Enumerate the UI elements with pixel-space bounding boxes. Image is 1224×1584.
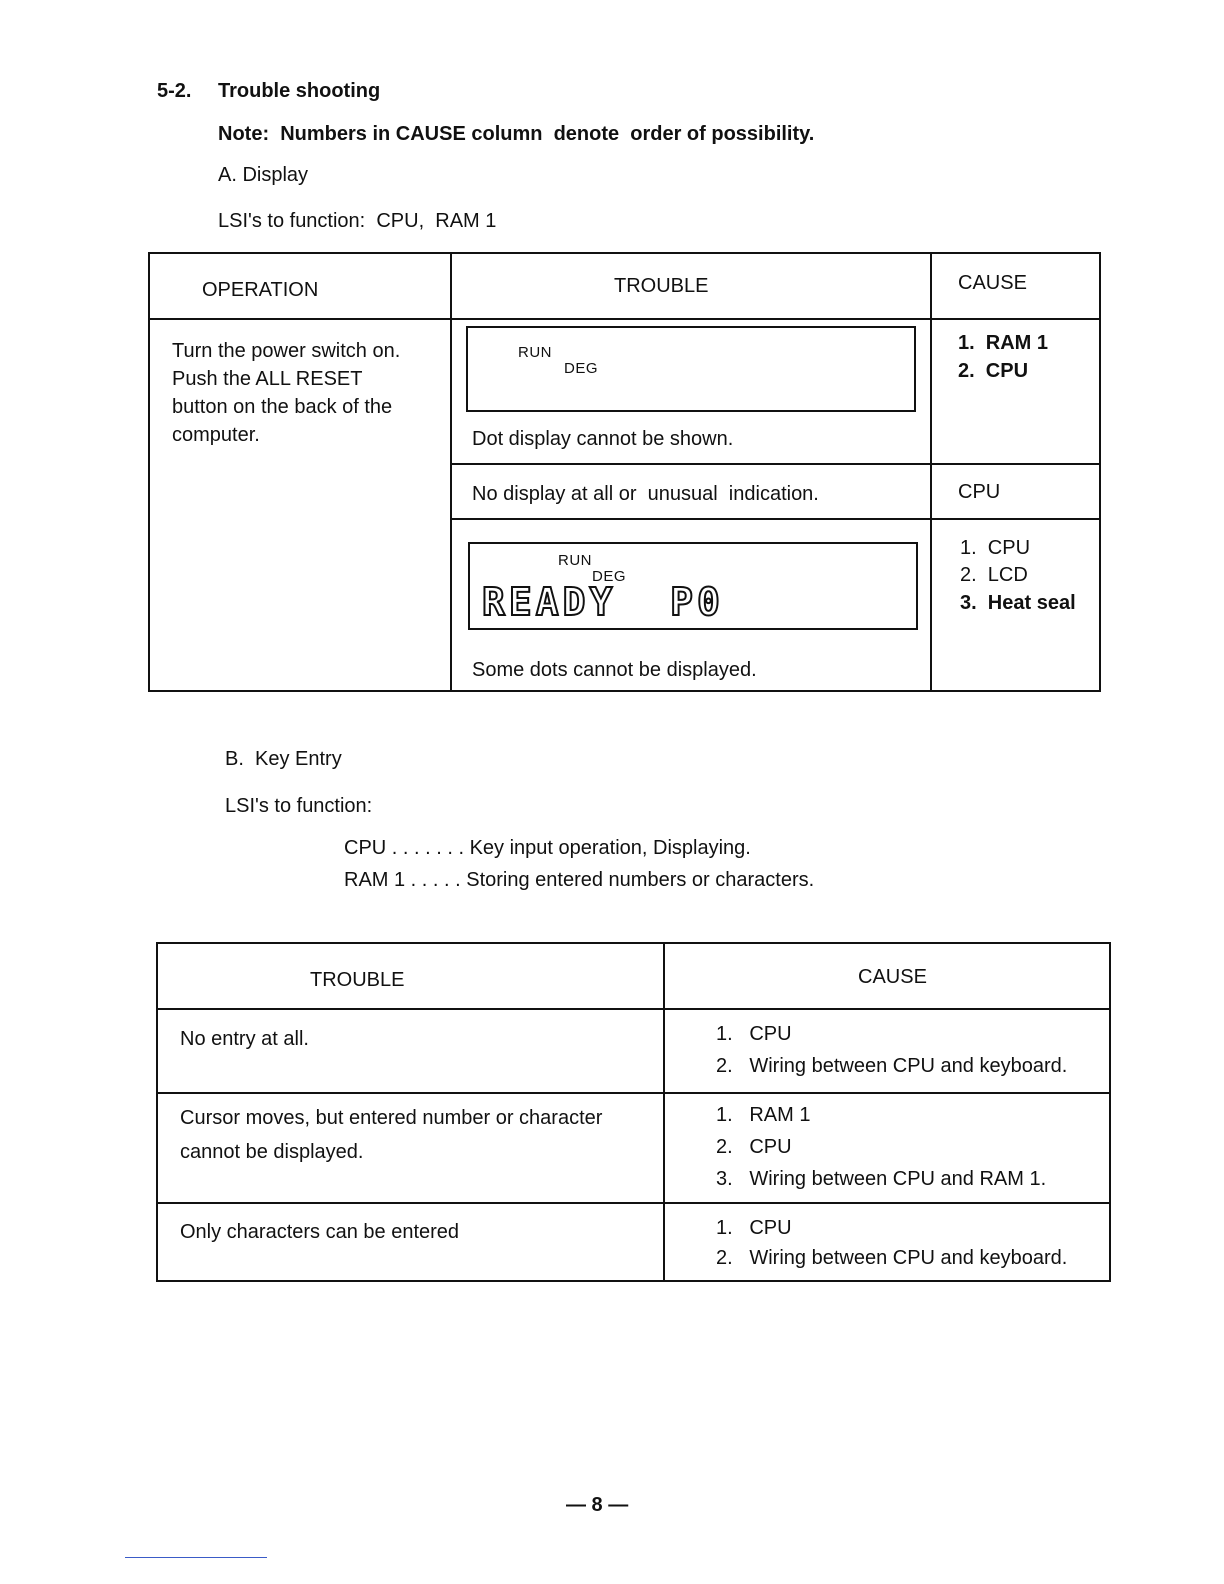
trouble-text: Cursor moves, but entered number or character <box>180 1107 603 1129</box>
cause-item: 2. CPU <box>716 1136 792 1158</box>
footer-rule <box>125 1557 267 1558</box>
table-divider <box>450 518 1099 520</box>
cause-item: 3. Wiring between CPU and RAM 1. <box>716 1168 1047 1190</box>
header-trouble: TROUBLE <box>614 275 709 297</box>
lcd-display-dots <box>468 542 918 630</box>
table-divider <box>158 1092 1109 1094</box>
trouble-text: No display at all or unusual indication. <box>472 483 819 505</box>
cause-item: 1. CPU <box>716 1023 792 1045</box>
lcd-run-indicator: RUN <box>518 344 552 361</box>
lcd-deg-indicator: DEG <box>592 568 627 585</box>
operation-line: Push the ALL RESET <box>172 368 363 390</box>
key-entry-trouble-table <box>156 942 1111 1282</box>
section-title: Trouble shooting <box>218 80 381 102</box>
table-divider <box>158 1008 1109 1010</box>
cause-item: 2. LCD <box>960 564 1028 586</box>
note-text: Note: Numbers in CAUSE column denote order of possibility. <box>218 123 815 145</box>
part-a-lsi: LSI's to function: CPU, RAM 1 <box>218 210 497 232</box>
section-number: 5-2. <box>157 80 192 102</box>
trouble-text: cannot be displayed. <box>180 1141 364 1163</box>
lcd-display-blank <box>466 326 916 412</box>
cause-item: 2. Wiring between CPU and keyboard. <box>716 1247 1068 1269</box>
table-divider <box>450 463 1099 465</box>
display-trouble-table <box>148 252 1101 692</box>
lcd-deg-indicator: DEG <box>564 360 599 377</box>
operation-line: button on the back of the <box>172 396 393 418</box>
function-ram: RAM 1 . . . . . Storing entered numbers or characters. <box>344 869 815 891</box>
trouble-text: Dot display cannot be shown. <box>472 428 734 450</box>
part-b-lsi: LSI's to function: <box>225 795 373 817</box>
table-divider <box>663 944 665 1280</box>
cause-item: 1. CPU <box>960 537 1031 559</box>
function-cpu: CPU . . . . . . . Key input operation, Displaying. <box>344 837 751 859</box>
operation-line: Turn the power switch on. <box>172 340 401 362</box>
cause-item: 3. Heat seal <box>960 592 1076 614</box>
cause-item: 2. CPU <box>958 360 1029 382</box>
header-cause: CAUSE <box>858 966 927 988</box>
header-cause: CAUSE <box>958 272 1027 294</box>
cause-item: CPU <box>958 481 1001 503</box>
trouble-text: Some dots cannot be displayed. <box>472 659 757 681</box>
part-b-heading: B. Key Entry <box>225 748 342 770</box>
lcd-run-indicator: RUN <box>558 552 592 569</box>
page-number: — 8 — <box>566 1494 629 1516</box>
header-operation: OPERATION <box>202 279 319 301</box>
operation-line: computer. <box>172 424 260 446</box>
header-trouble: TROUBLE <box>310 969 405 991</box>
table-divider <box>150 318 1099 320</box>
cause-item: 1. RAM 1 <box>958 332 1049 354</box>
cause-item: 1. CPU <box>716 1217 792 1239</box>
trouble-text: Only characters can be entered <box>180 1221 460 1243</box>
table-divider <box>158 1202 1109 1204</box>
lcd-dot-text: READY P0 <box>482 580 724 624</box>
cause-item: 2. Wiring between CPU and keyboard. <box>716 1055 1068 1077</box>
part-a-heading: A. Display <box>218 164 309 186</box>
cause-item: 1. RAM 1 <box>716 1104 811 1126</box>
trouble-text: No entry at all. <box>180 1028 309 1050</box>
